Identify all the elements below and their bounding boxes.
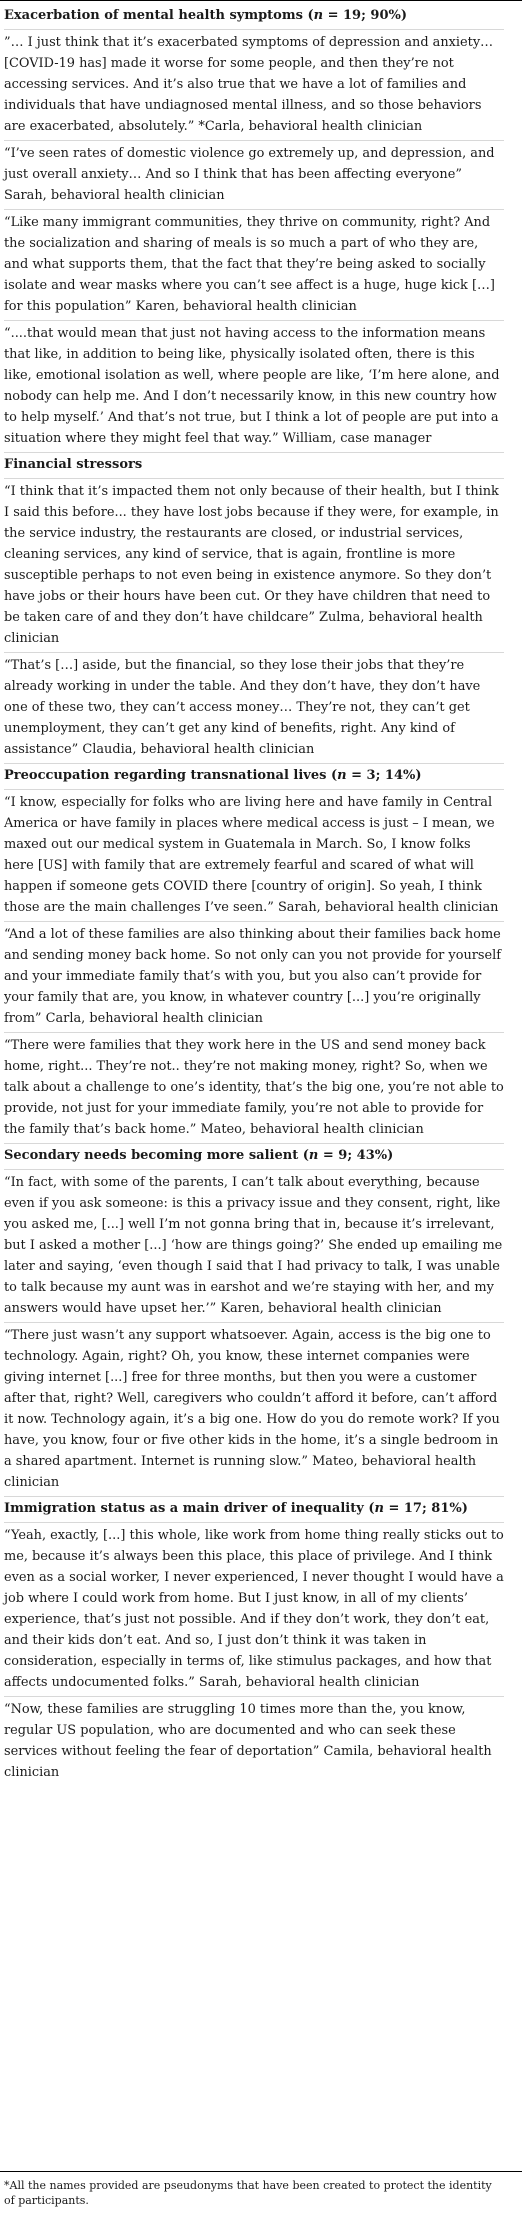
quote-attribution: Sarah, behavioral health clinician <box>198 1675 420 1690</box>
quote-row <box>4 1170 504 1323</box>
quote-text: “I’ve seen rates of domestic violence go extremely up, and depression, and just overall anxiety… And so I think that has been affecting everyone” <box>4 146 495 182</box>
theme-title: Secondary needs becoming more salient <box>4 1148 299 1163</box>
quote-row <box>4 1523 504 1697</box>
table-top-rule <box>0 0 522 1</box>
quote-attribution: Sarah, behavioral health clinician <box>277 900 499 915</box>
theme-title: Exacerbation of mental health symptoms <box>4 8 303 23</box>
quote-row <box>4 1323 504 1497</box>
table-body <box>4 4 504 1786</box>
quote-text: “I know, especially for folks who are living here and have family in Central America or have family in places where medical access is just – I mean, we maxed out our medical system in Guatemala in March. So, I know folks here [US] with family that are extremely fearful and scared of what will happen if someone gets COVID there [country of origin]. So yeah, I think those are the main challenges I’ve seen.” <box>4 795 495 915</box>
quote-row <box>4 790 504 922</box>
quote-text: “I think that it’s impacted them not only because of their health, but I think I said this before... they have lost jobs because if they were, for example, in the service industry, the restaurants are closed, or industrial services, cleaning services, any kind of service, that is again, frontline is more susceptible perhaps to not even being in existence anymore. So they don’t have jobs or their hours have been cut. Or they have children that need to be taken care of and they don’t have childcare” <box>4 484 499 625</box>
quote-text: “In fact, with some of the parents, I can’t talk about everything, because even if you ask someone: is this a privacy issue and they consent, right, like you asked me, [...] well I’m not gonna bring that in, because it’s irrelevant, but I asked a mother [...] ‘how are things going?’ She ended up emailing me later and saying, ‘even though I said that I had privacy to talk, I was unable to talk because my aunt was in earshot and we’re staying with her, and my answers would have upset her.’” <box>4 1175 503 1316</box>
quote-attribution: Karen, behavioral health clinician <box>135 299 357 314</box>
quote-row <box>4 321 504 453</box>
quote-attribution: Sarah, behavioral health clinician <box>4 188 225 203</box>
quote-attribution: Claudia, behavioral health clinician <box>82 742 315 757</box>
theme-heading <box>4 1497 504 1523</box>
quote-row <box>4 1697 504 1786</box>
quote-text: “Yeah, exactly, [...] this whole, like work from home thing really sticks out to me, because it’s always been this place, this place of privilege. And I think even as a social worker, I never experienced, I never thought I would have a job where I could work from home. But I just know, in all of my clients’ experience, that’s just not possible. And if they don’t work, they don’t eat, and their kids don’t eat. And so, I just don’t think it was taken in consideration, especially in terms of, like stimulus packages, and how that affects undocumented folks.” <box>4 1528 504 1690</box>
quote-text: “Like many immigrant communities, they thrive on community, right? And the socialization and sharing of meals is so much a part of who they are, and what supports them, that the fact that they’re being asked to socially isolate and wear masks where you can’t see affect is a huge, huge kick […] for this population” <box>4 215 495 314</box>
quote-attribution: *Carla, behavioral health clinician <box>198 119 423 134</box>
theme-heading <box>4 764 504 790</box>
theme-stat: (n = 3; 14%) <box>330 768 422 783</box>
theme-heading <box>4 4 504 30</box>
theme-stat: (n = 19; 90%) <box>307 8 408 23</box>
theme-title: Immigration status as a main driver of inequality <box>4 1501 364 1516</box>
quote-attribution: William, case manager <box>282 431 432 446</box>
quote-attribution: Mateo, behavioral health clinician <box>200 1122 424 1137</box>
theme-heading <box>4 453 504 479</box>
quote-row <box>4 1033 504 1144</box>
quote-text: “....that would mean that just not having access to the information means that like, in addition to being like, physically isolated often, there is this like, emotional isolation as well, where people are like, ‘I’m here alone, and nobody can help me. And I don’t necessarily know, in this new country how to help myself.’ And that’s not true, but I think a lot of people are put into a situation where they might feel that way.” <box>4 326 500 446</box>
theme-stat: (n = 9; 43%) <box>302 1148 394 1163</box>
quote-attribution: Zulma, behavioral health clinician <box>4 610 483 646</box>
quote-text: “There were families that they work here in the US and send money back home, right... They’re not.. they’re not making money, right? So, when we talk about a challenge to one’s identity, that’s the big one, you’re not able to provide, not just for your immediate family, you’re not able to provide for the family that’s back home.” <box>4 1038 504 1137</box>
theme-stat: (n = 17; 81%) <box>368 1501 468 1516</box>
table-footnote: *All the names provided are pseudonyms that have been created to protect the identity of participants. <box>4 2179 492 2207</box>
theme-title: Preoccupation regarding transnational lives <box>4 768 327 783</box>
quote-text: “There just wasn’t any support whatsoever. Again, access is the big one to technology. Again, right? Oh, you know, these internet companies were giving internet [...] free for three months, but then you were a customer after that, right? Well, caregivers who couldn’t afford it before, can’t afford it now. Technology again, it’s a big one. How do you do remote work? If you have, you know, four or five other kids in the home, it’s a single bedroom in a shared apartment. Internet is running slow.” <box>4 1328 500 1469</box>
quote-text: “And a lot of these families are also thinking about their families back home and sending money back home. So not only can you not provide for yourself and your immediate family that’s with you, but you also can’t provide for your family that are, you know, in whatever country [...] you’re originally from” <box>4 927 502 1026</box>
quote-attribution: Camila, behavioral health clinician <box>4 1744 492 1780</box>
table-bottom-rule <box>0 2171 522 2172</box>
quote-row <box>4 653 504 764</box>
quote-attribution: Carla, behavioral health clinician <box>45 1011 263 1026</box>
quote-text: “Now, these families are struggling 10 times more than the, you know, regular US population, who are documented and who can seek these services without feeling the fear of deportation” <box>4 1702 466 1759</box>
theme-heading <box>4 1144 504 1170</box>
quote-attribution: Mateo, behavioral health clinician <box>4 1454 477 1490</box>
quote-text: “That’s […] aside, but the financial, so they lose their jobs that they’re already working in under the table. And they don’t have, they don’t have one of these two, they can’t access money… They’re not, they can’t get unemployment, they can’t get any kind of benefits, right. Any kind of assistance” <box>4 658 481 757</box>
quote-text: ”… I just think that it’s exacerbated symptoms of depression and anxiety… [COVID-19 has] made it worse for some people, and then they’re not accessing services. And it’s also true that we have a lot of families and individuals that have undiagnosed mental illness, and so those behaviors are exacerbated, absolutely.” <box>4 35 494 134</box>
theme-title: Financial stressors <box>4 457 143 472</box>
quote-row <box>4 141 504 210</box>
quote-row <box>4 922 504 1033</box>
quote-row <box>4 30 504 141</box>
quote-row <box>4 210 504 321</box>
quote-row <box>4 479 504 653</box>
quote-attribution: Karen, behavioral health clinician <box>220 1301 442 1316</box>
